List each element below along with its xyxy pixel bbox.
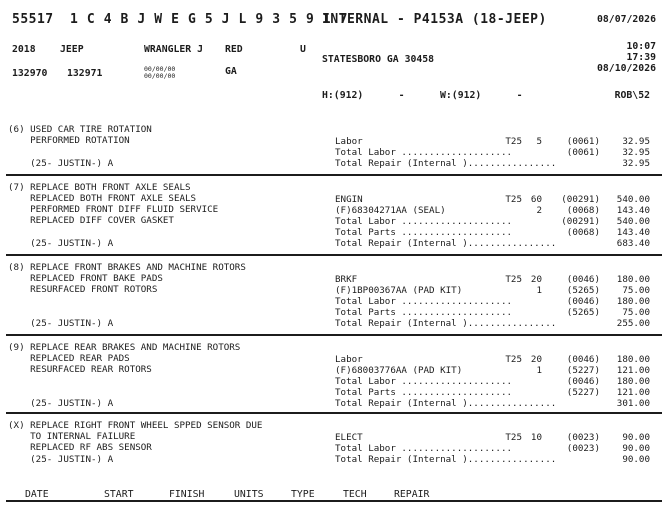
vehicle-model: WRANGLER J [144,44,203,55]
footer-col-units: UNITS [234,489,264,500]
charge-code: (0023) [566,432,600,443]
charge-hrs: 20 [530,354,542,365]
job-description-line: TO INTERNAL FAILURE [8,431,136,442]
date-out: 08/10/2026 [597,63,656,74]
section-divider [6,334,662,336]
charge-hrs: 10 [530,432,542,443]
charge-amount: 180.00 [616,354,650,365]
section-divider [6,254,662,256]
work-phone: W:(912) - [440,90,523,101]
charge-label: BRKF [335,274,358,285]
job-title: (8) REPLACE FRONT BRAKES AND MACHINE ROTORS [8,262,246,273]
vin: 1 C 4 B J W E G 5 J L 9 3 5 9 1 7 [70,12,349,27]
charge-label: ELECT [335,432,363,443]
charge-code: (00291) [561,194,600,205]
job-description-line: PERFORMED ROTATION [8,135,130,146]
charge-amount: 180.00 [616,274,650,285]
charge-code: (5265) [566,285,600,296]
mileage-in: 132970 [12,68,48,79]
vehicle-year: 2018 [12,44,36,55]
vehicle-trans: U [300,44,306,55]
job-description-line: RESURFACED FRONT ROTORS [8,284,158,295]
charge-label: Labor [335,136,363,147]
charge-amount: 90.00 [622,432,650,443]
home-phone: H:(912) - [322,90,405,101]
time-in: 10:07 [626,41,656,52]
charge-label: Total Repair (Internal )................ [335,238,557,249]
job-title: (9) REPLACE REAR BRAKES AND MACHINE ROTORS [8,342,241,353]
charge-code: (0046) [566,296,600,307]
job-description-line: REPLACED FRONT BAKE PADS [8,273,163,284]
charge-code: (0061) [566,147,600,158]
charge-code: (0061) [566,136,600,147]
charge-code: (00291) [561,216,600,227]
footer-col-tech: TECH [343,489,367,500]
charge-amount: 180.00 [616,376,650,387]
job-tech-line: (25- JUSTIN-) A [8,238,114,249]
charge-amount: 121.00 [616,365,650,376]
section-divider [6,174,662,176]
job-tech-line: (25- JUSTIN-) A [8,454,114,465]
charge-hrs: 2 [536,205,542,216]
charge-label: Total Repair (Internal )................ [335,158,557,169]
charge-amount: 90.00 [622,443,650,454]
vehicle-color: RED [225,44,243,55]
charge-amount: 75.00 [622,285,650,296]
mileage-out: 132971 [67,68,103,79]
charge-amount: 683.40 [616,238,650,249]
section-divider [6,412,662,414]
charge-amount: 90.00 [622,454,650,465]
charge-code: (0023) [566,443,600,454]
charge-amount: 180.00 [616,296,650,307]
charge-label: (F)68003776AA (PAD KIT) [335,365,463,376]
charge-amount: 32.95 [622,147,650,158]
charge-amount: 32.95 [622,136,650,147]
charge-code: (0046) [566,376,600,387]
charge-label: Total Parts .................... [335,387,513,398]
job-tech-line: (25- JUSTIN-) A [8,318,114,329]
charge-amount: 540.00 [616,216,650,227]
job-description-line: REPLACED DIFF COVER GASKET [8,215,174,226]
date-small-2: 00/00/00 [144,72,176,80]
charge-code: (0046) [566,354,600,365]
charge-hrs: 1 [536,365,542,376]
charge-amount: 75.00 [622,307,650,318]
job-tech-line: (25- JUSTIN-) A [8,398,114,409]
charge-hrs: 20 [530,274,542,285]
charge-label: Total Labor .................... [335,296,513,307]
charge-tech: T25 [505,432,522,443]
customer-location: STATESBORO GA 30458 [322,54,435,65]
charge-label: Total Parts .................... [335,307,513,318]
charge-label: ENGIN [335,194,363,205]
footer-col-start: START [104,489,134,500]
charge-label: Total Parts .................... [335,227,513,238]
charge-tech: T25 [505,136,522,147]
footer-col-repair: REPAIR [394,489,430,500]
charge-hrs: 1 [536,285,542,296]
charge-label: Total Labor .................... [335,376,513,387]
job-description-line: REPLACED RF ABS SENSOR [8,442,152,453]
job-tech-line: (25- JUSTIN-) A [8,158,114,169]
date-small-1: 00/00/00 [144,65,176,73]
charge-label: Total Labor .................... [335,443,513,454]
charge-amount: 540.00 [616,194,650,205]
charge-label: Labor [335,354,363,365]
vehicle-make: JEEP [60,44,84,55]
charge-amount: 121.00 [616,387,650,398]
charge-amount: 301.00 [616,398,650,409]
charge-amount: 255.00 [616,318,650,329]
job-description-line: RESURFACED REAR ROTORS [8,364,152,375]
state: GA [225,66,237,77]
charge-tech: T25 [505,354,522,365]
charge-amount: 143.40 [616,205,650,216]
footer-rule [6,500,662,502]
charge-amount: 32.95 [622,158,650,169]
job-description-line: REPLACED REAR PADS [8,353,130,364]
charge-amount: 143.40 [616,227,650,238]
charge-code: (5265) [566,307,600,318]
footer-col-type: TYPE [291,489,315,500]
charge-code: (5227) [566,365,600,376]
charge-hrs: 60 [530,194,542,205]
charge-label: Total Repair (Internal )................ [335,318,557,329]
advisor: ROB\52 [614,90,650,101]
date-top: 08/07/2026 [597,14,656,25]
charge-code: (0068) [566,227,600,238]
internal-label: INTERNAL - P4153A (18-JEEP) [322,12,547,27]
charge-label: Total Repair (Internal )................ [335,454,557,465]
charge-label: (F)68304271AA (SEAL) [335,205,446,216]
charge-label: Total Labor .................... [335,216,513,227]
charge-code: (0046) [566,274,600,285]
time-out: 17:39 [626,52,656,63]
charge-label: Total Repair (Internal )................ [335,398,557,409]
job-description-line: PERFORMED FRONT DIFF FLUID SERVICE [8,204,219,215]
charge-label: (F)1BP00367AA (PAD KIT) [335,285,463,296]
charge-code: (5227) [566,387,600,398]
charge-hrs: 5 [536,136,542,147]
job-description-line: REPLACED BOTH FRONT AXLE SEALS [8,193,197,204]
job-title: (7) REPLACE BOTH FRONT AXLE SEALS [8,182,191,193]
charge-tech: T25 [505,274,522,285]
job-title: (X) REPLACE RIGHT FRONT WHEEL SPPED SENSOR DUE [8,420,263,431]
charge-code: (0068) [566,205,600,216]
footer-col-date: DATE [25,489,49,500]
footer-col-finish: FINISH [169,489,205,500]
charge-tech: T25 [505,194,522,205]
charge-label: Total Labor .................... [335,147,513,158]
ro-number: 55517 [12,12,54,27]
job-title: (6) USED CAR TIRE ROTATION [8,124,152,135]
